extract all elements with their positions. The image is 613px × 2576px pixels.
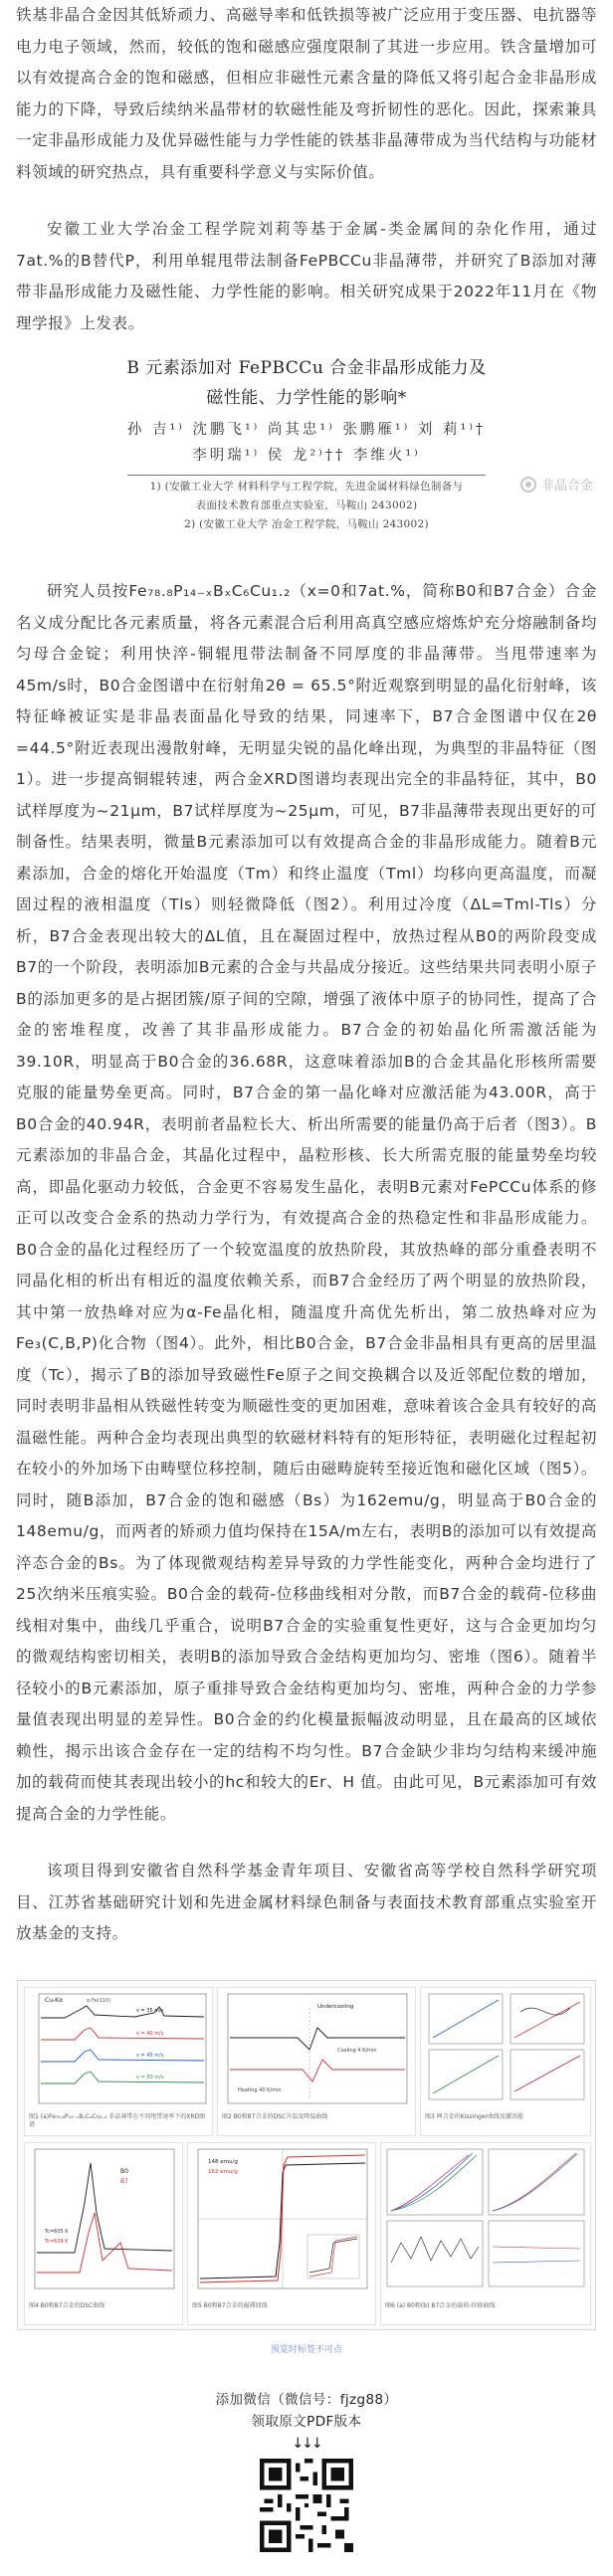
- figure-1-panel: [24, 1987, 213, 2136]
- undercooling-label: Undercooling: [317, 2003, 354, 2010]
- figure-4-dsc-plot: [25, 2143, 182, 2324]
- heating-label: Heating 40 K/min: [238, 2086, 282, 2093]
- bs-b7-label: 162 emu/g: [208, 2168, 238, 2175]
- footer: [0, 2389, 613, 2552]
- hkl-label: α-Fe(110): [87, 1997, 111, 2004]
- figure-3-panel: [420, 1987, 591, 2136]
- cooling-label: Cooling 4 K/min: [337, 2047, 377, 2054]
- fig4-legend-b0: B0: [120, 2167, 128, 2175]
- curie-b0-label: Tc=605 K: [45, 2228, 69, 2235]
- body-paragraph-funding: 该项目得到安徽省自然科学基金青年项目、安徽省高等学校自然科学研究项目、江苏省基础研究计划和先进金属材料绿色制备与表面技术教育部重点实验室开放基金的支持。: [16, 1862, 597, 1942]
- paper-title-line-2: 磁性能、力学性能的影响*: [206, 388, 407, 408]
- paper-authors-line-2: 李明瑞¹⁾ 侯 龙²⁾†† 李维火¹⁾: [192, 448, 421, 464]
- body-paragraph-main: 研究人员按Fe₇₈.₈P₁₄₋ₓBₓC₆Cu₁.₂（x=0和7at.%，简称B0和B7合金）合金名义成分配比各元素质量，将各元素混合后利用高真空感应熔炼炉充分熔融制备均匀母合金锭；利用快淬-铜辊甩带法制备不同厚度的非晶薄带。当甩带速率为45m/s时，B0合金图谱中在衍射角2θ = 65.5°附近观察到明显的晶化衍射峰，该特征峰被证实是非晶表面晶化导致的结果，同速率下，B7合金图谱中仅在2θ =44.5°附近表现出漫散射峰，无明显尖锐的晶化峰出现，为典型的非晶特征（图1）。进一步提高铜辊转速，两合金XRD图谱均表现出完全的非晶特征，其中，B0试样厚度为~21μm，B7试样厚度为~25μm，可见，B7非晶薄带表现出更好的可制备性。结果表明，微量B元素添加可以有效提高合金的非晶形成能力。随着B元素添加，合金的熔化开始温度（Tm）和终止温度（Tml）均移向更高温度，而凝固过程的液相温度（Tls）则轻微降低（图2）。利用过冷度（ΔL=Tml-Tls）分析，B7合金表现出较大的ΔL值，且在凝固过程中，放热过程从B0的两阶段变成 B7的一个阶段，表明添加B元素的合金与共晶成分接近。这些结果共同表明小原子B的添加更多的是占据团簇/原子间的空隙，增强了液体中原子的协同性，提高了合金的密堆程度，改善了其非晶形成能力。B7合金的初始晶化所需激活能为39.10R，明显高于B0合金的36.68R，这意味着添加B的合金其晶化形核所需要克服的能量势垒更高。同时，B7合金的第一晶化峰对应激活能为43.00R，高于B0合金的40.94R，表明前者晶粒长大、析出所需要的能量仍高于后者（图3）。B元素添加的非晶合金，其晶化过程中，晶粒形核、长大所需克服的能量势垒均较高，即晶化驱动力较低，合金更不容易发生晶化，表明B元素对FePCCu体系的修正可以改变合金系的热动力学行为，有效提高合金的热稳定性和非晶形成能力。B0合金的晶化过程经历了一个较宽温度的放热阶段，其放热峰的部分重叠表明不同晶化相的析出有相近的温度依赖关系，而B7合金经历了两个明显的放热阶段，其中第一放热峰对应为α-Fe晶化相，随温度升高优先析出，第二放热峰对应为Fe₃(C,B,P)化合物（图4）。此外，相比B0合金，B7合金非晶相具有更高的居里温度（Tc），揭示了B的添加导致磁性Fe原子之间交换耦合以及近邻配位数的增加，同时表明非晶相从铁磁性转变为顺磁性变的更加困难，意味着该合金具有较好的高温磁性能。两种合金均表现出典型的软磁材料特有的矩形特征，表明磁化过程起初在较小的外加场下由畴壁位移控制，随后由磁畴旋转至接近饱和磁化区域（图5）。同时，随B添加，B7合金的饱和磁感（Bs）为162emu/g，明显高于B0合金的148emu/g，而两者的矫顽力值均保持在15A/m左右，表明B的添加可以有效提高淬态合金的Bs。为了体现微观结构差异导致的力学性能变化，两种合金均进行了25次纳米压痕实验。B0合金的载荷-位移曲线相对分散，而B7合金的载荷-位移曲线相对集中，曲线几乎重合，说明B7合金的实验重复性更好，这与合金更加均匀的微观结构密切相关，表明B的添加导致合金结构更加均匀、密堆（图6）。随着半径较小的B元素添加，原子重排导致合金结构更加均匀、密堆，两种合金的力学参量值表现出明显的差异性。B0合金的约化模量振幅波动明显，且在最高的区域依赖性，揭示出该合金存在一定的结构不均匀性。B7合金缺少非均匀结构来缓冲施加的载荷而使其表现出较小的hc和较大的Er、H 值。由此可见，B元素添加可有效提高合金的力学性能。: [16, 582, 597, 1823]
- watermark: [520, 475, 593, 494]
- affiliation-divider: [127, 475, 486, 476]
- paper-authors-line-1: 孙 吉¹⁾ 沈鹏飞¹⁾ 尚其忠¹⁾ 张鹏雁¹⁾ 刘 莉¹⁾†: [126, 422, 487, 438]
- figure-6-panel: [380, 2142, 591, 2325]
- figure-2-panel: [217, 1987, 416, 2136]
- fig4-legend-b7: B7: [120, 2177, 128, 2185]
- figure-6-nanoindentation-plot: [381, 2143, 590, 2324]
- curie-b7-label: Tc=639 K: [45, 2238, 69, 2245]
- paper-affiliation-2: 2) (安徽工业大学 冶金工程学院，马鞍山 243002): [184, 518, 429, 530]
- paper-affiliation-1b: 表面技术教育部重点实验室，马鞍山 243002): [195, 499, 418, 511]
- qr-code-icon[interactable]: [260, 2459, 353, 2552]
- figure-4-caption: 图4 B0和B7合金的DSC曲线: [29, 2301, 105, 2309]
- paper-title-line-1: B 元素添加对 FePBCCu 合金非晶形成能力及: [126, 358, 487, 378]
- figure-5-panel: [187, 2142, 376, 2325]
- down-arrows-icon: ↓↓↓: [292, 2435, 321, 2452]
- paper-affiliation-1: 1) (安徽工业大学 材料科学与工程学院，先进金属材料绿色制备与: [149, 481, 464, 493]
- footer-pdf-line: 领取原文PDF版本: [251, 2413, 362, 2430]
- watermark-text: 非晶合金: [540, 479, 593, 494]
- speed-label-3: v = 45 m/s: [136, 2052, 164, 2059]
- xrd-source-label: Cu-Kα: [45, 1996, 64, 2004]
- bs-b0-label: 148 emu/g: [208, 2158, 238, 2165]
- paper-header-image: [16, 351, 597, 562]
- watermark-logo-icon: [520, 477, 536, 493]
- paper-title: [16, 351, 597, 413]
- speed-label-4: v = 50 m/s: [136, 2074, 164, 2081]
- figure-5-hysteresis-plot: [188, 2143, 375, 2324]
- speed-label-1: v = 35 m/s: [136, 2007, 164, 2014]
- intro-paragraph-2: 安徽工业大学冶金工程学院刘莉等基于金属-类金属间的杂化作用，通过7at.%的B替代P，利用单辊甩带法制备FePBCCu非晶薄带，并研究了B添加对薄带非晶形成能力及磁性能、力学性能的影响。相关研究成果于2022年11月在《物理学报》上发表。: [16, 220, 597, 332]
- figure-1-caption: 图1 (a)Fe₇₈.₈P₁₄₋ₓBₓC₆Cu₁.₂ 非晶薄带在不同甩带速率下的XRD图谱: [29, 2112, 206, 2128]
- figure-3-caption: 图3 两合金的Kissinger曲线及激活能: [425, 2112, 524, 2120]
- paper-authors: [16, 413, 597, 469]
- figure-2-caption: 图2 B0和B7合金的DSC升温及降温曲线: [222, 2112, 328, 2120]
- speed-label-2: v = 40 m/s: [136, 2030, 164, 2037]
- figure-5-caption: 图5 B0和B7合金的磁滞回线: [192, 2301, 268, 2309]
- figures-collage: [17, 1980, 596, 2330]
- footer-wechat-line: 添加微信（微信号：fjzg88）: [215, 2391, 398, 2408]
- figure-4-panel: [24, 2142, 183, 2325]
- intro-paragraph-1: 铁基非晶合金因其低矫顽力、高磁导率和低铁损等被广泛应用于变压器、电抗器等电力电子领域，然而，较低的饱和磁感应强度限制了其进一步应用。铁含量增加可以有效提高合金的饱和磁感，但相应非磁性元素含量的降低又将引起合金非晶形成能力的下降，导致后续纳米晶带材的软磁性能及弯折韧性的恶化。因此，探索兼具一定非晶形成能力及优异磁性能与力学性能的铁基非晶薄带成为当代结构与功能材料领域的研究热点，具有重要科学意义与实际价值。: [16, 6, 597, 181]
- preview-note-link[interactable]: 预览时标签不可点: [270, 2344, 342, 2355]
- figure-6-caption: 图6 (a) B0和(b) B7合金的载荷-位移曲线: [385, 2301, 496, 2309]
